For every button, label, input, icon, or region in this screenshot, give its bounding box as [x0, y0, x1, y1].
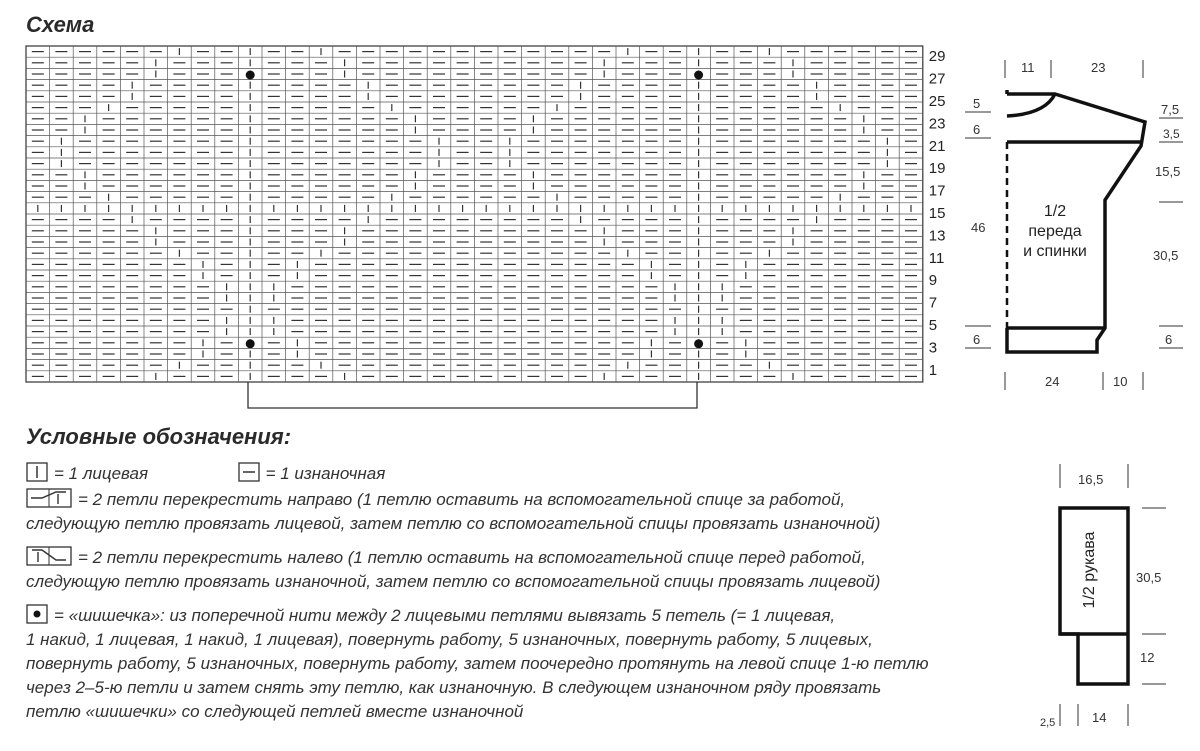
sleeve-dim-top: 16,5 — [1078, 472, 1104, 487]
sleeve-label: 1/2 рукава — [1081, 531, 1098, 609]
row-number: 21 — [928, 137, 946, 155]
bobble-dot — [246, 339, 255, 348]
legend-knit-purl — [26, 462, 385, 486]
legend-cross-left — [26, 546, 880, 594]
bobble-dot — [694, 71, 703, 80]
legend-knit-text: = 1 лицевая — [54, 464, 149, 483]
dim-right-30-5: 30,5 — [1153, 248, 1179, 263]
row-number: 1 — [928, 361, 938, 379]
row-number: 23 — [928, 115, 946, 133]
legend-cross-left-text1: = 2 петли перекрестить налево (1 петлю оставить на вспомогательной спице перед работой, — [78, 548, 866, 567]
legend-cross-right-text1: = 2 петли перекрестить направо (1 петлю оставить на вспомогательной спице за работой, — [78, 490, 846, 509]
dim-left-6b: 6 — [973, 332, 981, 347]
legend-bobble-text2: 1 накид, 1 лицевая, 1 накид, 1 лицевая), повернуть работу, 5 изнаночных, повернуть работу, 5 лицевых, — [26, 630, 873, 649]
sleeve-dim-right-12: 12 — [1140, 650, 1155, 665]
legend-title: Условные обозначения: — [26, 424, 292, 449]
repeat-bracket — [248, 382, 697, 408]
knitting-chart — [0, 0, 960, 420]
front-back-schematic — [955, 50, 1195, 400]
dim-left-5: 5 — [973, 96, 981, 111]
sleeve-dim-bottom-2-5: 2,5 — [1040, 717, 1056, 729]
legend-bobble-text3: повернуть работу, 5 изнаночных, повернуть работу, затем поочередно протянуть на левой спице 1-ю петлю — [26, 654, 929, 673]
row-number: 5 — [928, 317, 938, 334]
dim-bottom-10: 10 — [1113, 374, 1128, 389]
dim-right-6: 6 — [1165, 332, 1173, 347]
schema-title: Схема — [26, 12, 95, 37]
row-number: 11 — [928, 249, 945, 267]
dim-right-7-5: 7,5 — [1161, 102, 1180, 117]
row-number: 19 — [928, 160, 946, 178]
row-number: 9 — [928, 272, 938, 290]
row-number: 27 — [928, 70, 946, 88]
body-label-line1: 1/2 — [1043, 203, 1067, 220]
row-number: 25 — [928, 93, 946, 110]
row-number: 15 — [928, 205, 946, 222]
dim-top-11: 11 — [1021, 60, 1035, 75]
cross-right-symbol — [26, 488, 72, 508]
dim-bottom-24: 24 — [1045, 374, 1060, 389]
row-numbers — [929, 48, 946, 379]
knit-symbol — [26, 462, 48, 482]
legend-bobble — [26, 604, 929, 724]
row-number: 17 — [928, 182, 946, 200]
legend-bobble-text5: петлю «шишечки» со следующей петлей вместе изнаночной — [26, 702, 524, 721]
row-number: 29 — [928, 48, 946, 66]
bobble-symbol — [26, 604, 48, 624]
row-number: 13 — [928, 227, 946, 245]
body-label-line2: переда — [1028, 223, 1082, 240]
legend-cross-right — [26, 488, 880, 536]
sleeve-schematic — [1030, 460, 1200, 750]
cross-left-symbol — [26, 546, 72, 566]
bobble-dot — [694, 339, 703, 348]
sleeve-dim-right-30-5: 30,5 — [1136, 570, 1162, 585]
legend-cross-right-text2: следующую петлю провязать лицевой, затем петлю со вспомогательной спицы провязать изнаночной) — [26, 514, 881, 533]
legend-bobble-text1: = «шишечка»: из поперечной нити между 2 лицевыми петлями вывязать 5 петель (= 1 лицевая, — [54, 606, 836, 625]
bobble-dot — [246, 71, 255, 80]
dim-left-46: 46 — [971, 220, 986, 235]
dim-left-6: 6 — [973, 122, 981, 137]
neckline — [1007, 94, 1055, 116]
dim-top-23: 23 — [1091, 60, 1106, 75]
dim-right-3-5: 3,5 — [1163, 127, 1180, 141]
row-number: 3 — [928, 339, 938, 357]
sleeve-dim-bottom-14: 14 — [1092, 710, 1107, 725]
body-label-line3: и спинки — [1023, 243, 1087, 260]
legend-purl-text: = 1 изнаночная — [265, 464, 386, 483]
row-number: 7 — [928, 294, 938, 312]
purl-symbol — [238, 462, 260, 482]
legend-bobble-text4: через 2–5-ю петли и затем снять эту петлю, как изнаночную. В следующем изнаночном ряду провязать — [26, 678, 882, 697]
legend-cross-left-text2: следующую петлю провязать изнаночной, затем петлю со вспомогательной спицы провязать лицевой) — [26, 572, 881, 591]
dim-right-15-5: 15,5 — [1155, 164, 1181, 179]
